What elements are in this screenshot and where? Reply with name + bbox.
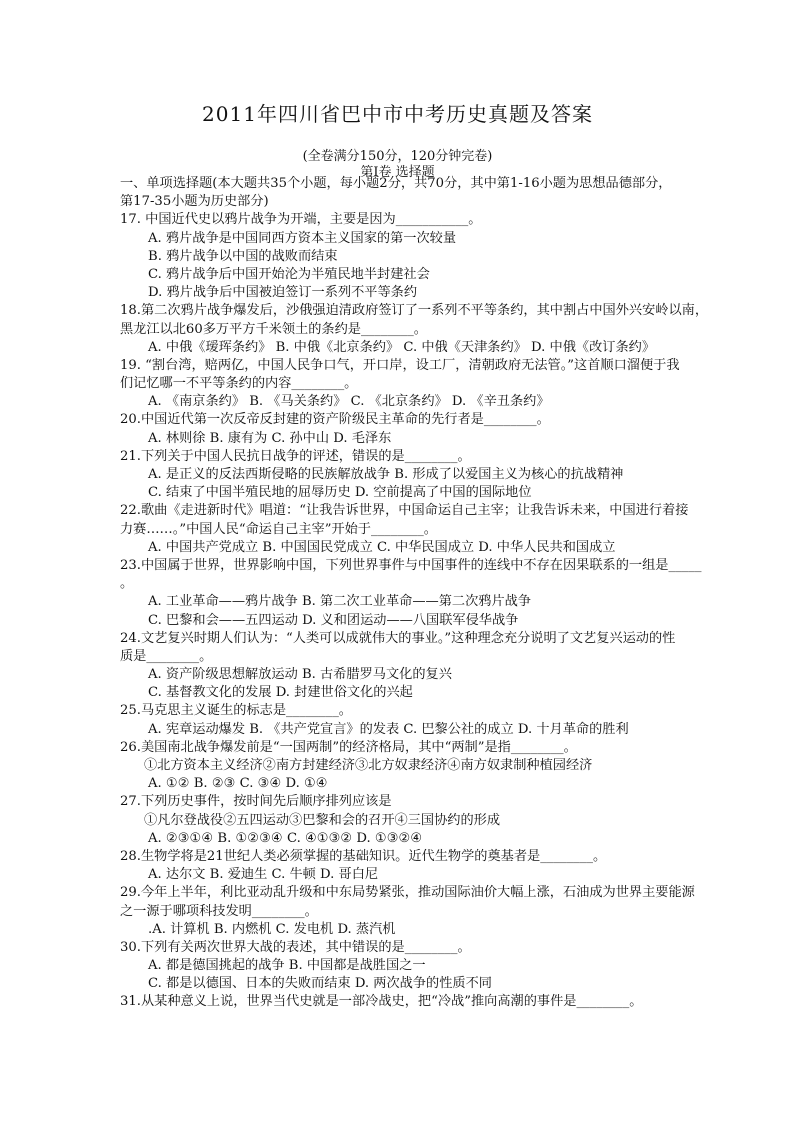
answer-option-line: A. 中国共产党成立 B. 中国国民党成立 C. 中华民国成立 D. 中华人民共和国成立 (148, 539, 616, 555)
answer-option-line: A. 工业革命——鸦片战争 B. 第二次工业革命——第二次鸦片战争 (148, 594, 532, 610)
answer-option-line: A. 林则徐 B. 康有为 C. 孙中山 D. 毛泽东 (148, 430, 392, 446)
question-text-line: 质是________。 (120, 648, 213, 664)
question-text-line: 黑龙江以北60多万平方千米领土的条约是________。 (120, 321, 427, 337)
question-text-line: 31.从某种意义上说，世界当代史就是一部冷战史，把“冷战”推向高潮的事件是________。 (120, 994, 643, 1010)
question-text-line: 之一源于哪项科技发明________。 (120, 903, 318, 919)
question-text-line: 27.下列历史事件，按时间先后顺序排列应该是 (120, 794, 392, 810)
answer-option-line: A. 中俄《瑷珲条约》 B. 中俄《北京条约》 C. 中俄《天津条约》 D. 中俄《改订条约》 (148, 339, 656, 355)
question-text-line: 力赛……。”中国人民“命运自己主宰”开始于________。 (120, 521, 437, 537)
question-text-line: 28.生物学将是21世纪人类必须掌握的基础知识。近代生物学的奠基者是________。 (120, 848, 607, 864)
question-text-line: 25.马克思主义诞生的标志是________。 (120, 703, 352, 719)
question-text-line: 。 (120, 576, 134, 592)
question-text-line: 第17-35小题为历史部分) (120, 194, 269, 210)
score-note: (全卷满分150分，120分钟完卷) (302, 149, 493, 164)
question-text-line: 19. “割台湾，赔两亿，中国人民争口气，开口岸，设工厂，清朝政府无法管。”这首顺口溜便于我 (120, 357, 680, 373)
answer-option-line: A. 鸦片战争是中国同西方资本主义国家的第一次较量 (148, 230, 457, 246)
answer-option-line: C. 结束了中国半殖民地的屈辱历史 D. 空前提高了中国的国际地位 (148, 485, 532, 501)
answer-option-line: A. 都是德国挑起的战争 B. 中国都是战胜国之一 (148, 958, 426, 974)
answer-option-line: ①北方资本主义经济②南方封建经济③北方奴隶经济④南方奴隶制种植园经济 (144, 758, 593, 773)
answer-option-line: .A. 计算机 B. 内燃机 C. 发电机 D. 蒸汽机 (148, 921, 396, 937)
question-text-line: 30.下列有关两次世界大战的表述，其中错误的是________。 (120, 939, 471, 955)
answer-option-line: C. 基督教文化的发展 D. 封建世俗文化的兴起 (148, 685, 413, 701)
question-text-line: 18.第二次鸦片战争爆发后，沙俄强迫清政府签订了一系列不平等条约，其中割占中国外兴安岭以南， (120, 303, 709, 319)
answer-option-line: A. 达尔文 B. 爱迪生 C. 牛顿 D. 哥白尼 (148, 867, 379, 883)
answer-option-line: A. 《南京条约》 B. 《马关条约》 C. 《北京条约》 D. 《辛丑条约》 (148, 394, 550, 410)
answer-option-line: C. 鸦片战争后中国开始沦为半殖民地半封建社会 (148, 266, 430, 282)
question-text-line: 21.下列关于中国人民抗日战争的评述，错误的是________。 (120, 448, 471, 464)
question-text-line: 一、单项选择题(本大题共35个小题，每小题2分，共70分，其中第1-16小题为思想品德部分， (120, 176, 672, 191)
question-text-line: 24.文艺复兴时期人们认为：“人类可以成就伟大的事业。”这种理念充分说明了文艺复兴运动的性 (120, 630, 676, 646)
question-text-line: 20.中国近代第一次反帝反封建的资产阶级民主革命的先行者是________。 (120, 412, 550, 428)
answer-option-line: B. 鸦片战争以中国的战败而结束 (148, 248, 338, 264)
answer-option-line: C. 巴黎和会——五四运动 D. 义和团运动——八国联军侵华战争 (148, 612, 519, 628)
answer-option-line: D. 鸦片战争后中国被迫签订一系列不平等条约 (148, 285, 418, 301)
part-title: 第Ⅰ卷 选择题 (360, 165, 435, 180)
answer-option-line: A. 宪章运动爆发 B. 《共产党宣言》的发表 C. 巴黎公社的成立 D. 十月革命的胜利 (148, 721, 629, 737)
answer-option-line: A. ①② B. ②③ C. ③④ D. ①④ (148, 776, 328, 792)
question-text-line: 们记忆哪一不平等条约的内容________。 (120, 376, 358, 392)
answer-option-line: ①凡尔登战役②五四运动③巴黎和会的召开④三国协约的形成 (144, 812, 501, 828)
answer-option-line: A. 资产阶级思想解放运动 B. 古希腊罗马文化的复兴 (148, 667, 452, 683)
question-text-line: 23.中国属于世界，世界影响中国，下列世界事件与中国事件的连线中不存在因果联系的一组是_____ (120, 557, 702, 573)
question-text-line: 29.今年上半年，利比亚动乱升级和中东局势紧张，推动国际油价大幅上涨，石油成为世界主要能源 (120, 885, 695, 901)
answer-option-line: A. ②③①④ B. ①②③④ C. ④①③② D. ①③②④ (148, 830, 423, 846)
page-title: 2011年四川省巴中市中考历史真题及答案 (202, 102, 593, 126)
answer-option-line: A. 是正义的反法西斯侵略的民族解放战争 B. 形成了以爱国主义为核心的抗战精神 (148, 467, 624, 482)
answer-option-line: C. 都是以德国、日本的失败而结束 D. 两次战争的性质不同 (148, 976, 492, 992)
question-text-line: 22.歌曲《走进新时代》唱道：“让我告诉世界，中国命运自己主宰；让我告诉未来，中国进行着接 (120, 503, 689, 519)
question-text-line: 26.美国南北战争爆发前是“一国两制”的经济格局，其中“两制”是指________。 (120, 739, 577, 755)
question-list (120, 175, 745, 1012)
question-text-line: 17. 中国近代史以鸦片战争为开端，主要是因为___________。 (120, 212, 482, 228)
